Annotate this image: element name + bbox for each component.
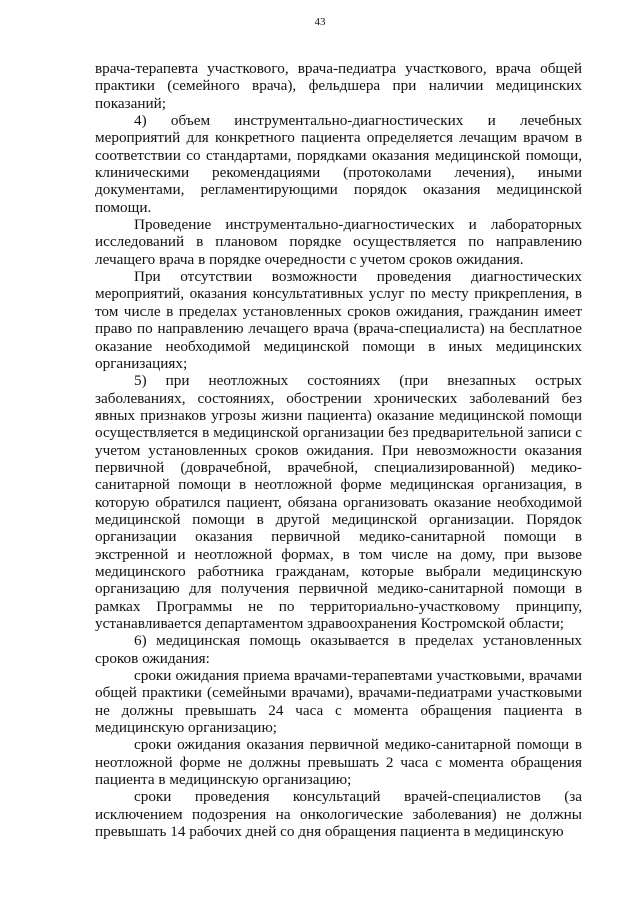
paragraph: 6) медицинская помощь оказывается в пределах установленных сроков ожидания: [95,632,582,667]
page-number: 43 [314,16,326,28]
body-text [95,60,582,840]
paragraph: При отсутствии возможности проведения диагностических мероприятий, оказания консультативных услуг по месту прикрепления, в том числе в пределах установленных сроков ожидания, гражданин имеет право по направлению лечащего врача (врача-специалиста) на бесплатное оказание необходимой медицинской помощи в иных медицинских организациях; [95,268,582,372]
paragraph: сроки проведения консультаций врачей-специалистов (за исключением подозрения на онкологические заболевания) не должны превышать 14 рабочих дней со дня обращения пациента в медицинскую [95,788,582,841]
paragraph: 4) объем инструментально-диагностических и лечебных мероприятий для конкретного пациента определяется лечащим врачом в соответствии со стандартами, порядками оказания медицинской помощи, клиническими рекомендациями (протоколами лечения), иными документами, регламентирующими порядок оказания медицинской помощи. [95,112,582,216]
paragraph: Проведение инструментально-диагностических и лабораторных исследований в плановом порядке осуществляется по направлению лечащего врача в порядке очередности с учетом сроков ожидания. [95,216,582,268]
paragraph: врача-терапевта участкового, врача-педиатра участкового, врача общей практики (семейного врача), фельдшера при наличии медицинских показаний; [95,60,582,112]
paragraph: 5) при неотложных состояниях (при внезапных острых заболеваниях, состояниях, обострении хронических заболеваний без явных признаков угрозы жизни пациента) оказание медицинской помощи осуществляется в медицинской организации без предварительной записи с учетом установленных сроков ожидания. При невозможности оказания первичной (доврачебной, врачебной, специализированной) медико-санитарной помощи в неотложной форме медицинская организация, в которую обратился пациент, обязана организовать оказание необходимой медицинской помощи в другой медицинской организации. Порядок организации оказания первичной медико-санитарной помощи в экстренной и неотложной формах, в том числе на дому, при вызове медицинского работника гражданам, которые выбрали медицинскую организацию для получения первичной медико-санитарной помощи в рамках Программы не по территориально-участковому принципу, устанавливается департаментом здравоохранения Костромской области; [95,372,582,632]
paragraph: сроки ожидания приема врачами-терапевтами участковыми, врачами общей практики (семейными врачами), врачами-педиатрами участковыми не должны превышать 24 часа с момента обращения пациента в медицинскую организацию; [95,667,582,737]
paragraph: сроки ожидания оказания первичной медико-санитарной помощи в неотложной форме не должны превышать 2 часа с момента обращения пациента в медицинскую организацию; [95,736,582,789]
